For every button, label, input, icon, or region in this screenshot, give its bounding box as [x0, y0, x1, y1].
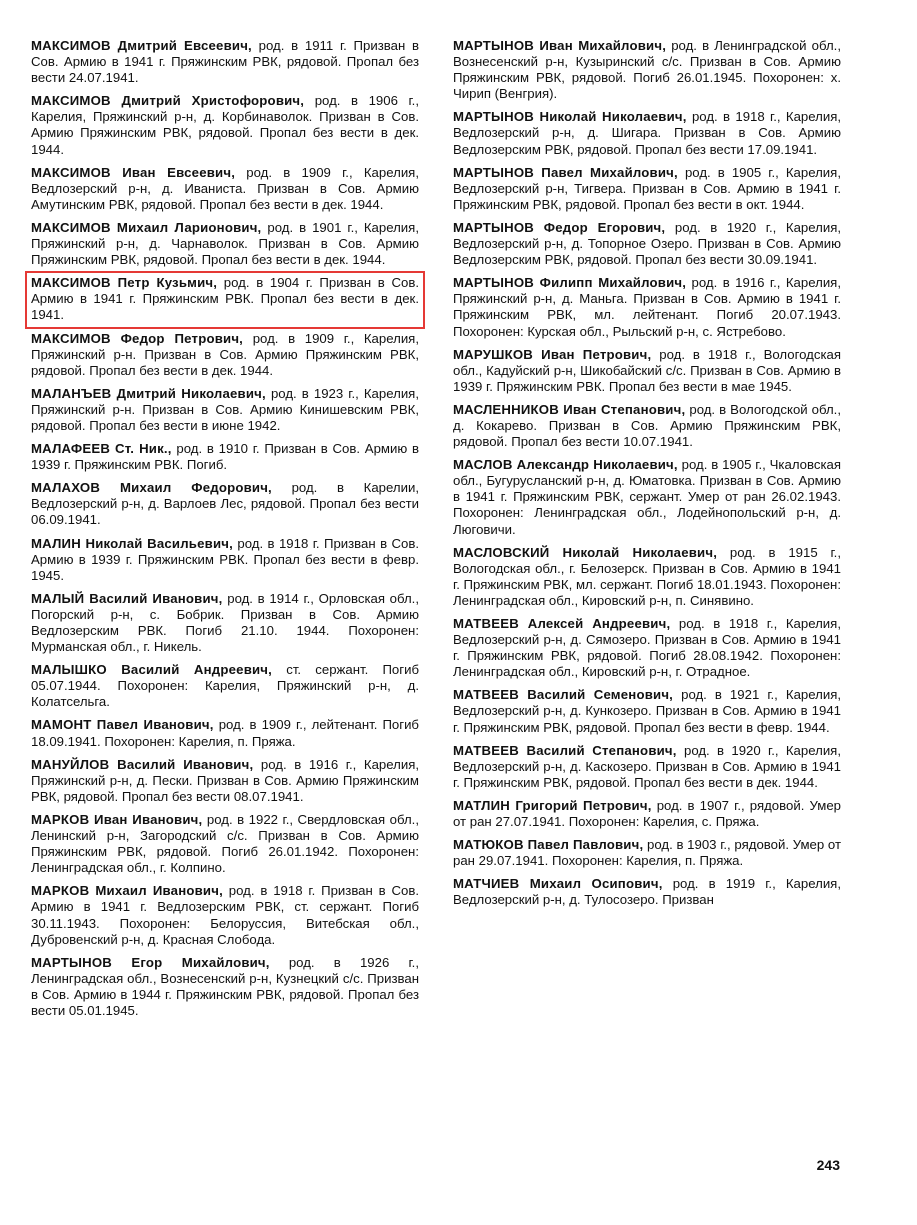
- biography-entry: [31, 165, 419, 213]
- entry-text: род. в 1909 г., лейтенант. Погиб 18.09.1941. Похоронен: Карелия, п. Пряжа.: [31, 717, 419, 749]
- entry-text: род. в 1921 г., Карелия, Ведлозерский р-н, д. Кункозеро. Призван в Сов. Армию в 1941 г. Пряжинским РВК, рядовой. Пропал без вести в февр. 1944.: [453, 687, 841, 735]
- biography-entry: [453, 457, 841, 537]
- entry-text: род. в 1904 г. Призван в Сов. Армию в 1941 г. Пряжинским РВК. Пропал без вести в дек. 1941.: [31, 275, 419, 323]
- entry-name: МАРКОВ Иван Иванович,: [31, 811, 203, 827]
- biography-entry: [31, 331, 419, 379]
- entry-text: род. в 1903 г., рядовой. Умер от ран 29.07.1941. Похоронен: Карелия, п. Пряжа.: [453, 837, 841, 869]
- entry-name: МАРКОВ Михаил Иванович,: [31, 883, 223, 899]
- right-column: [453, 38, 841, 916]
- biography-entry: [453, 347, 841, 395]
- entry-name: МАЛАНЪЕВ Дмитрий Николаевич,: [31, 385, 266, 401]
- entry-text: род. в 1926 г., Ленинградская обл., Вознесенский р-н, Кузнецкий с/с. Призван в Сов. Армию в 1944 г. Пряжинским РВК, рядовой. Пропал без вести 05.01.1945.: [31, 954, 419, 1018]
- entry-text: род. в 1909 г., Карелия, Ведлозерский р-н, д. Иваниста. Призван в Сов. Армию Амутинским РВК, рядовой. Пропал без вести в дек. 1944.: [31, 164, 419, 212]
- biography-entry: [31, 220, 419, 268]
- entry-name: МАМОНТ Павел Иванович,: [31, 717, 214, 733]
- entry-text: род. в Вологодской обл., д. Кокарево. Призван в Сов. Армию Пряжинским РВК, рядовой. Пропал без вести 10.07.1941.: [453, 401, 841, 450]
- biography-entry: [31, 93, 419, 157]
- entry-text: род. в 1909 г., Карелия, Пряжинский р-н. Призван в Сов. Армию Пряжинским РВК, рядовой. Пропал без вести в дек. 1944.: [31, 330, 419, 378]
- biography-entry: [31, 883, 419, 947]
- entry-name: МАСЛОВ Александр Николаевич,: [453, 457, 678, 473]
- biography-entry: [453, 275, 841, 339]
- entry-text: род. в 1910 г. Призван в Сов. Армию в 1939 г. Пряжинским РВК. Погиб.: [31, 441, 419, 473]
- biography-entry: [31, 386, 419, 434]
- entry-name: МАСЛЕННИКОВ Иван Степанович,: [453, 401, 686, 417]
- highlighted-entry: [31, 275, 419, 323]
- biography-entry: [453, 876, 841, 908]
- entry-text: род. в 1920 г., Карелия, Ведлозерский р-н, д. Каскозеро. Призван в Сов. Армию в 1941 г. Пряжинским РВК, рядовой. Пропал без вести в дек. 1944.: [453, 742, 841, 790]
- page-number: 243: [816, 1157, 840, 1173]
- entry-text: род. в 1918 г. Призван в Сов. Армию в 1939 г. Пряжинским РВК. Пропал без вести в февр. 1945.: [31, 535, 420, 583]
- entry-name: МАТВЕЕВ Василий Семенович,: [453, 687, 674, 703]
- biography-entry: [31, 662, 419, 710]
- entry-name: МАЛЫЙ Василий Иванович,: [31, 590, 223, 606]
- entry-text: род. в 1922 г., Свердловская обл., Ленинский р-н, Загородский с/с. Призван в Сов. Армию Пряжинским РВК, рядовой. Погиб 26.01.1942. Похоронен: Ленинградская обл., г. Колпино.: [31, 811, 419, 876]
- biography-entry: [453, 109, 841, 157]
- entry-name: МАКСИМОВ Иван Евсеевич,: [31, 164, 236, 180]
- biography-entry: [31, 591, 419, 655]
- entry-name: МАРТЫНОВ Николай Николаевич,: [453, 109, 687, 125]
- entry-name: МАСЛОВСКИЙ Николай Николаевич,: [453, 544, 718, 560]
- entry-name: МАЛИН Николай Васильевич,: [31, 535, 233, 551]
- biography-entry: [31, 480, 419, 528]
- entry-name: МАТЛИН Григорий Петрович,: [453, 797, 652, 813]
- entry-name: МАРТЫНОВ Павел Михайлович,: [453, 164, 678, 180]
- entry-text: род. в 1920 г., Карелия, Ведлозерский р-н, д. Топорное Озеро. Призван в Сов. Армию Ведлозерским РВК, рядовой. Пропал без вести 30.09.1941.: [453, 219, 842, 268]
- entry-text: род. в Карелии, Ведлозерский р-н, д. Варлоев Лес, рядовой. Пропал без вести 06.09.1941.: [31, 480, 419, 528]
- entry-text: род. в 1923 г., Карелия, Пряжинский р-н. Призван в Сов. Армию Кинишевским РВК, рядовой. Пропал без вести в июне 1942.: [31, 385, 419, 433]
- biography-entry: [453, 402, 841, 450]
- entry-name: МАТЧИЕВ Михаил Осипович,: [453, 876, 663, 892]
- entry-name: МАЛАХОВ Михаил Федорович,: [31, 480, 272, 496]
- biography-entry: [453, 798, 841, 830]
- entry-text: род. в 1914 г., Орловская обл., Погорский р-н, с. Бобрик. Призван в Сов. Армию Ведлозерским РВК. Погиб 21.10. 1944. Похоронен: Мурманская обл., г. Никель.: [31, 590, 420, 655]
- entry-name: МАРТЫНОВ Федор Егорович,: [453, 219, 666, 235]
- entry-name: МАКСИМОВ Петр Кузьмич,: [31, 275, 218, 291]
- biography-entry: [453, 165, 841, 213]
- biography-entry: [31, 812, 419, 876]
- left-column: [31, 38, 419, 1026]
- entry-name: МАКСИМОВ Федор Петрович,: [31, 330, 244, 346]
- entry-text: род. в 1907 г., рядовой. Умер от ран 27.07.1941. Похоронен: Карелия, с. Пряжа.: [453, 797, 841, 830]
- biography-entry: [453, 38, 841, 102]
- biography-entry: [31, 441, 419, 473]
- entry-name: МАКСИМОВ Дмитрий Евсеевич,: [31, 38, 252, 53]
- entry-text: род. в 1915 г., Вологодская обл., г. Белозерск. Призван в Сов. Армию в 1941 г. Пряжинским РВК, мл. сержант. Погиб 18.01.1943. Похоронен: Ленинградская обл., Кировский р-н, п. Синявино.: [453, 544, 842, 608]
- entry-name: МАРУШКОВ Иван Петрович,: [453, 346, 652, 362]
- entry-text: род. в 1918 г. Призван в Сов. Армию в 1941 г. Ведлозерским РВК, ст. сержант. Погиб 30.11.1943. Похоронен: Белоруссия, Витебская обл., Дубровенский р-н, д. Красная Слобода.: [31, 883, 420, 947]
- biography-entry: [453, 687, 841, 735]
- entry-name: МАКСИМОВ Дмитрий Христофорович,: [31, 93, 305, 109]
- entry-text: род. в 1916 г., Карелия, Пряжинский р-н, д. Маньга. Призван в Сов. Армию в 1941 г. Пряжинским РВК, мл. лейтенант. Погиб 20.07.1943. Похоронен: Курская обл., Рыльский р-н, с. Ястребово.: [453, 275, 841, 339]
- entry-text: род. в 1901 г., Карелия, Пряжинский р-н, д. Чарнаволок. Призван в Сов. Армию Пряжинским РВК, рядовой. Пропал без вести в дек. 1944.: [31, 219, 419, 268]
- entry-text: род. в 1905 г., Чкаловская обл., Бугурусланский р-н, д. Юматовка. Призван в Сов. Армию в 1941 г. Пряжинским РВК, сержант. Умер от ран 26.02.1943. Похоронен: Ленинградская обл., Лодейнопольский р-н, д. Люговичи.: [453, 457, 841, 537]
- biography-entry: [31, 955, 419, 1019]
- entry-text: род. в 1905 г., Карелия, Ведлозерский р-н, Тигвера. Призван в Сов. Армию в 1941 г. Пряжинским РВК, рядовой. Пропал без вести в окт. 1944.: [453, 164, 841, 212]
- biography-entry: [31, 38, 419, 86]
- entry-text: род. в 1911 г. Призван в Сов. Армию в 1941 г. Пряжинским РВК, рядовой. Пропал без вести 24.07.1941.: [31, 38, 419, 86]
- entry-text: ст. сержант. Погиб 05.07.1944. Похоронен: Карелия, Пряжинский р-н, д. Колатсельга.: [31, 662, 419, 710]
- biography-entry: [453, 616, 841, 680]
- biography-entry: [453, 545, 841, 609]
- biography-entry: [453, 837, 841, 869]
- entry-name: МАРТЫНОВ Филипп Михайлович,: [453, 275, 687, 291]
- biography-entry: [31, 717, 419, 749]
- biography-entry: [31, 757, 419, 805]
- entry-text: род. в 1918 г., Вологодская обл., Кадуйский р-н, Шикобайский с/с. Призван в Сов. Армию в 1939 г. Пряжинским РВК. Пропал без вести в мае 1945.: [453, 346, 841, 394]
- entry-name: МАРТЫНОВ Егор Михайлович,: [31, 954, 270, 970]
- entry-name: МАРТЫНОВ Иван Михайлович,: [453, 38, 667, 53]
- biography-entry: [453, 743, 841, 791]
- entry-text: род. в 1916 г., Карелия, Пряжинский р-н, д. Пески. Призван в Сов. Армию Пряжинским РВК, рядовой. Пропал без вести 08.07.1941.: [31, 756, 419, 804]
- entry-name: МАТВЕЕВ Алексей Андреевич,: [453, 616, 671, 631]
- biography-entry: [31, 536, 419, 584]
- entry-name: МАТВЕЕВ Василий Степанович,: [453, 742, 677, 758]
- biography-entry: [453, 220, 841, 268]
- entry-name: МАТЮКОВ Павел Павлович,: [453, 837, 644, 853]
- entry-text: род. в 1919 г., Карелия, Ведлозерский р-н, д. Тулосозеро. Призван: [453, 876, 841, 908]
- entry-name: МАКСИМОВ Михаил Ларионович,: [31, 219, 262, 235]
- entry-text: род. в 1918 г., Карелия, Ведлозерский р-н, д. Шигара. Призван в Сов. Армию Ведлозерским РВК, рядовой. Пропал без вести 17.09.1941.: [453, 109, 842, 157]
- entry-text: род. в 1906 г., Карелия, Пряжинский р-н, д. Корбинаволок. Призван в Сов. Армию Пряжинским РВК, рядовой. Пропал без вести в дек. 1944.: [31, 93, 419, 157]
- entry-name: МАНУЙЛОВ Василий Иванович,: [31, 756, 254, 772]
- entry-text: род. в Ленинградской обл., Вознесенский р-н, Кузыринский с/с. Призван в Сов. Армию Пряжинским РВК, рядовой. Погиб 26.01.1945. Похоронен: х. Чирип (Венгрия).: [453, 38, 841, 102]
- entry-text: род. в 1918 г., Карелия, Ведлозерский р-н, д. Сямозеро. Призван в Сов. Армию в 1941 г. Пряжинским РВК, рядовой. Погиб 28.08.1942. Похоронен: Ленинградская обл., Кировский р-н, г. Отрадное.: [453, 616, 841, 680]
- entry-name: МАЛАФЕЕВ Ст. Ник.,: [31, 441, 172, 457]
- entry-name: МАЛЫШКО Василий Андреевич,: [31, 662, 273, 678]
